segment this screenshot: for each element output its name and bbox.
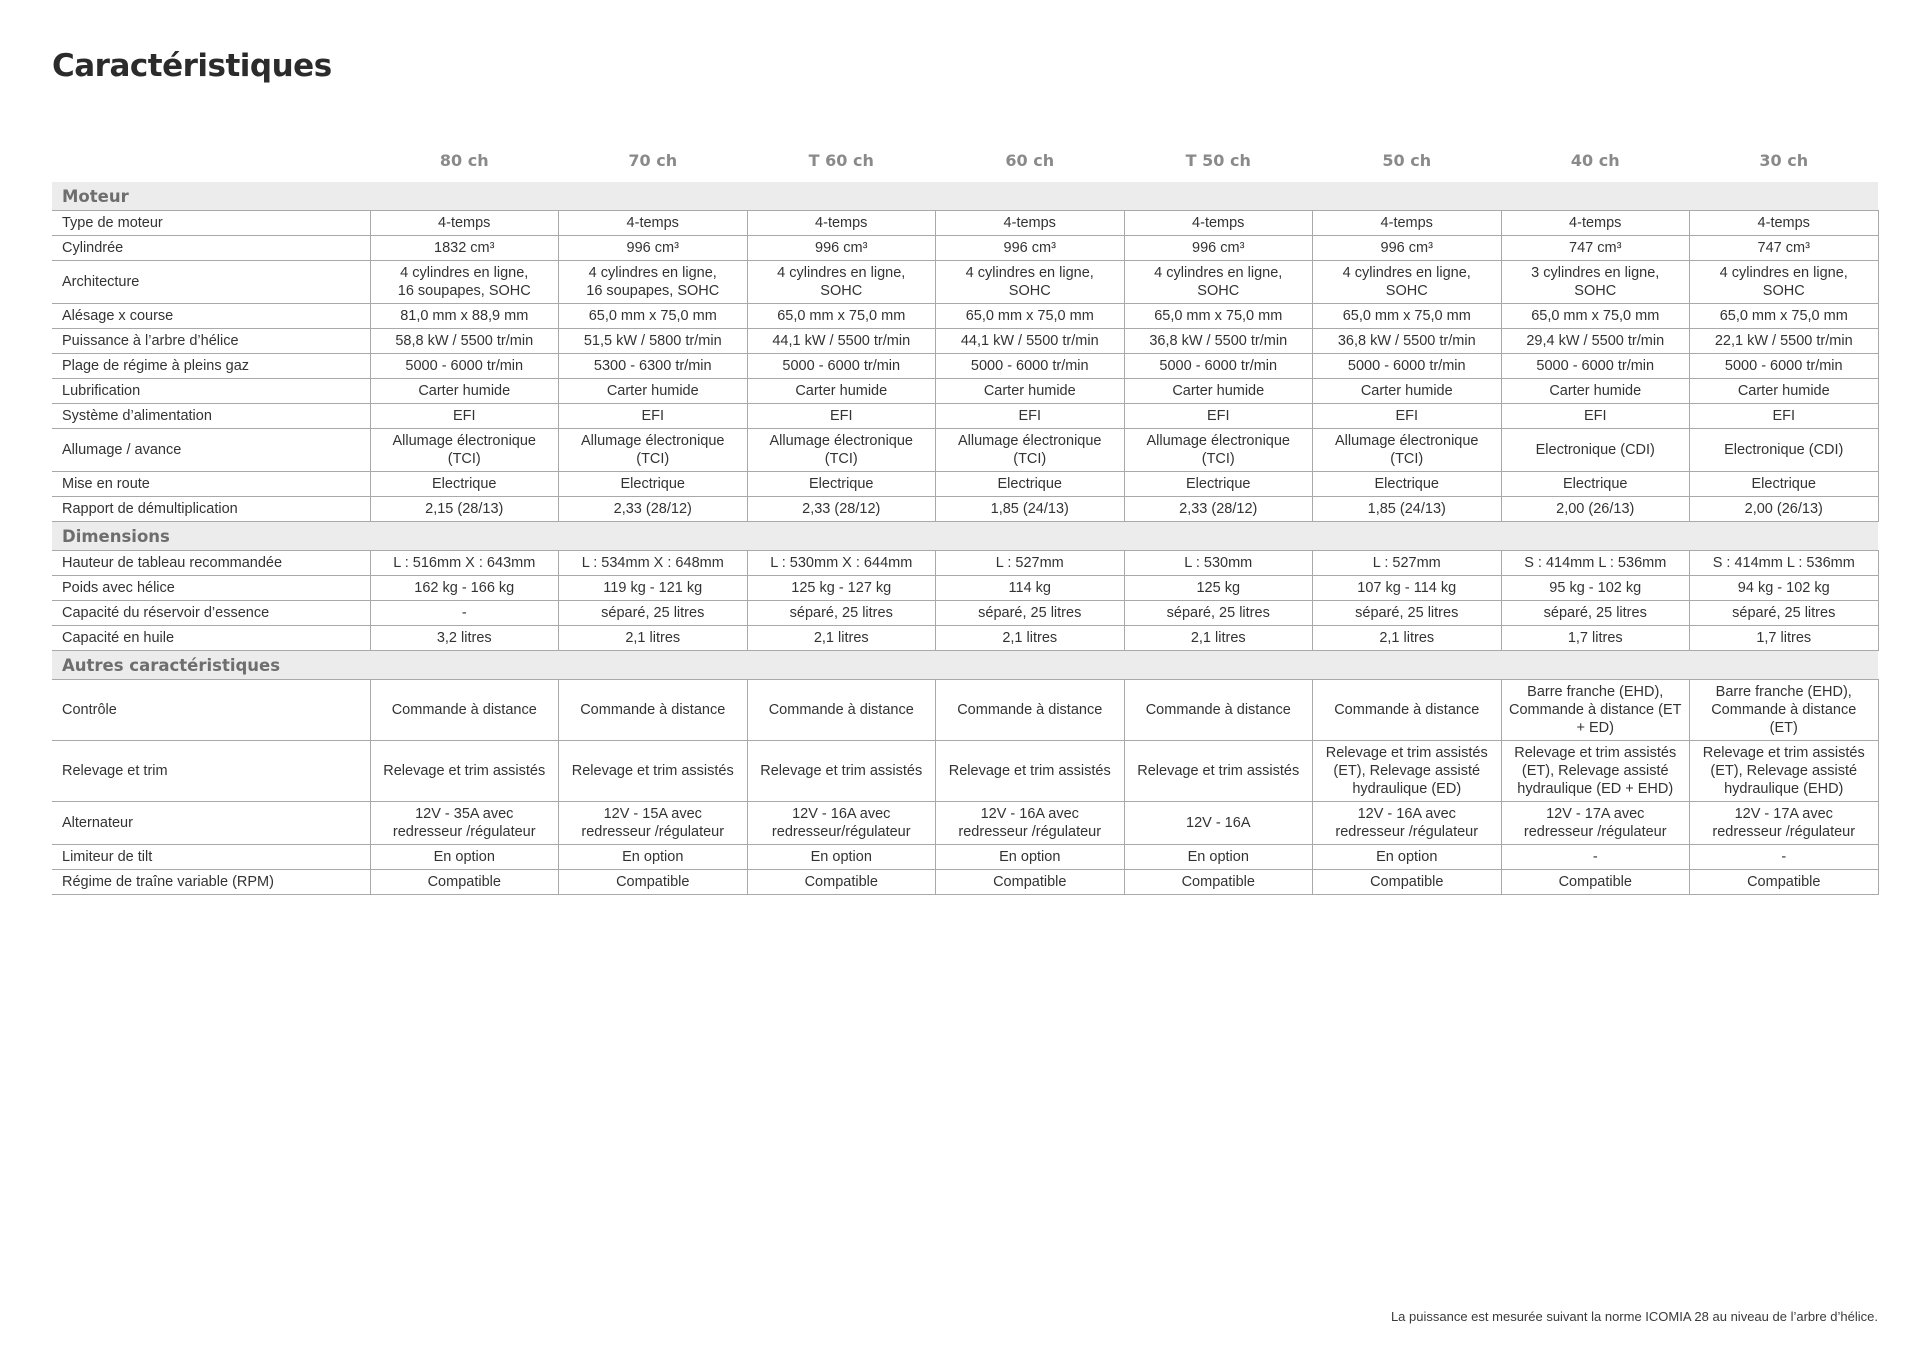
table-cell: Electrique: [559, 472, 748, 497]
table-cell: EFI: [1501, 404, 1690, 429]
table-cell: Relevage et trim assistés (ET), Relevage assisté hydraulique (ED + EHD): [1501, 741, 1690, 802]
table-cell: 5000 - 6000 tr/min: [1313, 354, 1502, 379]
row-label: Architecture: [52, 261, 370, 304]
table-cell: Commande à distance: [1124, 680, 1313, 741]
table-cell: Commande à distance: [936, 680, 1125, 741]
table-cell: séparé, 25 litres: [1313, 601, 1502, 626]
table-cell: Compatible: [1124, 870, 1313, 895]
table-cell: Compatible: [1501, 870, 1690, 895]
table-cell: Carter humide: [747, 379, 936, 404]
table-cell: 65,0 mm x 75,0 mm: [559, 304, 748, 329]
table-cell: 747 cm³: [1690, 236, 1879, 261]
row-label: Cylindrée: [52, 236, 370, 261]
row-label: Limiteur de tilt: [52, 845, 370, 870]
table-cell: En option: [559, 845, 748, 870]
table-cell: 1,7 litres: [1690, 626, 1879, 651]
row-label: Mise en route: [52, 472, 370, 497]
table-cell: Allumage électronique (TCI): [1124, 429, 1313, 472]
table-cell: Electronique (CDI): [1690, 429, 1879, 472]
table-cell: séparé, 25 litres: [1690, 601, 1879, 626]
table-cell: Electrique: [1124, 472, 1313, 497]
table-cell: 5000 - 6000 tr/min: [747, 354, 936, 379]
section-header: [52, 182, 1878, 211]
table-cell: 65,0 mm x 75,0 mm: [1501, 304, 1690, 329]
table-cell: Carter humide: [1690, 379, 1879, 404]
table-cell: Commande à distance: [747, 680, 936, 741]
table-cell: 114 kg: [936, 576, 1125, 601]
table-cell: Electrique: [1501, 472, 1690, 497]
table-cell: Carter humide: [559, 379, 748, 404]
table-cell: Electrique: [747, 472, 936, 497]
row-label: Poids avec hélice: [52, 576, 370, 601]
table-cell: séparé, 25 litres: [747, 601, 936, 626]
table-cell: Compatible: [1690, 870, 1879, 895]
table-cell: En option: [936, 845, 1125, 870]
table-cell: 1,85 (24/13): [1313, 497, 1502, 522]
table-cell: 2,00 (26/13): [1690, 497, 1879, 522]
table-cell: 65,0 mm x 75,0 mm: [936, 304, 1125, 329]
table-cell: Carter humide: [1313, 379, 1502, 404]
table-cell: Electrique: [370, 472, 559, 497]
table-cell: En option: [1124, 845, 1313, 870]
table-cell: 12V - 17A avec redresseur /régulateur: [1501, 802, 1690, 845]
row-label: Alternateur: [52, 802, 370, 845]
table-row: [52, 551, 1878, 576]
table-cell: 4-temps: [936, 211, 1125, 236]
row-label: Relevage et trim: [52, 741, 370, 802]
table-cell: -: [370, 601, 559, 626]
table-cell: Carter humide: [1501, 379, 1690, 404]
table-cell: -: [1690, 845, 1879, 870]
table-row: [52, 261, 1878, 304]
table-cell: 22,1 kW / 5500 tr/min: [1690, 329, 1879, 354]
table-cell: séparé, 25 litres: [1124, 601, 1313, 626]
row-label: Puissance à l’arbre d’hélice: [52, 329, 370, 354]
table-cell: L : 530mm: [1124, 551, 1313, 576]
table-cell: Compatible: [559, 870, 748, 895]
table-cell: 3,2 litres: [370, 626, 559, 651]
table-cell: EFI: [1690, 404, 1879, 429]
section-title: Dimensions: [52, 522, 1878, 551]
table-cell: 162 kg - 166 kg: [370, 576, 559, 601]
table-cell: 4-temps: [747, 211, 936, 236]
table-cell: Carter humide: [1124, 379, 1313, 404]
table-cell: En option: [370, 845, 559, 870]
table-cell: 58,8 kW / 5500 tr/min: [370, 329, 559, 354]
row-label: Lubrification: [52, 379, 370, 404]
table-cell: 5300 - 6300 tr/min: [559, 354, 748, 379]
table-cell: Electrique: [936, 472, 1125, 497]
table-cell: 3 cylindres en ligne, SOHC: [1501, 261, 1690, 304]
table-cell: EFI: [370, 404, 559, 429]
table-cell: Relevage et trim assistés: [1124, 741, 1313, 802]
table-cell: 51,5 kW / 5800 tr/min: [559, 329, 748, 354]
table-cell: Barre franche (EHD), Commande à distance (ET + ED): [1501, 680, 1690, 741]
table-cell: Allumage électronique (TCI): [936, 429, 1125, 472]
table-cell: EFI: [559, 404, 748, 429]
table-row: [52, 845, 1878, 870]
table-cell: 65,0 mm x 75,0 mm: [1690, 304, 1879, 329]
table-cell: 4-temps: [559, 211, 748, 236]
table-cell: Electronique (CDI): [1501, 429, 1690, 472]
table-row: [52, 354, 1878, 379]
section-header: [52, 651, 1878, 680]
section-header: [52, 522, 1878, 551]
table-cell: 95 kg - 102 kg: [1501, 576, 1690, 601]
table-cell: 996 cm³: [1313, 236, 1502, 261]
table-row: [52, 626, 1878, 651]
row-label: Rapport de démultiplication: [52, 497, 370, 522]
table-cell: 94 kg - 102 kg: [1690, 576, 1879, 601]
table-cell: 65,0 mm x 75,0 mm: [1124, 304, 1313, 329]
table-cell: 2,33 (28/12): [1124, 497, 1313, 522]
table-row: [52, 802, 1878, 845]
table-row: [52, 211, 1878, 236]
model-header: 70 ch: [628, 151, 678, 170]
table-cell: 2,33 (28/12): [559, 497, 748, 522]
model-header: T 60 ch: [808, 151, 874, 170]
table-row: [52, 680, 1878, 741]
table-cell: 5000 - 6000 tr/min: [1124, 354, 1313, 379]
table-cell: 12V - 15A avec redresseur /régulateur: [559, 802, 748, 845]
table-cell: EFI: [747, 404, 936, 429]
table-cell: EFI: [1124, 404, 1313, 429]
table-cell: 4-temps: [1501, 211, 1690, 236]
table-cell: 1,85 (24/13): [936, 497, 1125, 522]
table-cell: Relevage et trim assistés: [747, 741, 936, 802]
table-cell: 65,0 mm x 75,0 mm: [1313, 304, 1502, 329]
table-cell: 2,1 litres: [1124, 626, 1313, 651]
table-row: [52, 304, 1878, 329]
table-cell: 1,7 litres: [1501, 626, 1690, 651]
specifications-table: [52, 140, 1879, 895]
row-label: Capacité du réservoir d’essence: [52, 601, 370, 626]
table-cell: Relevage et trim assistés: [559, 741, 748, 802]
table-cell: Relevage et trim assistés: [936, 741, 1125, 802]
model-header: 40 ch: [1570, 151, 1620, 170]
table-cell: 2,00 (26/13): [1501, 497, 1690, 522]
table-cell: 125 kg: [1124, 576, 1313, 601]
row-label: Hauteur de tableau recommandée: [52, 551, 370, 576]
table-row: [52, 741, 1878, 802]
table-cell: Commande à distance: [370, 680, 559, 741]
table-cell: Relevage et trim assistés: [370, 741, 559, 802]
table-cell: 2,15 (28/13): [370, 497, 559, 522]
table-cell: -: [1501, 845, 1690, 870]
table-cell: S : 414mm L : 536mm: [1690, 551, 1879, 576]
model-header: 60 ch: [1005, 151, 1055, 170]
table-cell: Allumage électronique (TCI): [1313, 429, 1502, 472]
table-cell: 125 kg - 127 kg: [747, 576, 936, 601]
table-cell: 2,1 litres: [559, 626, 748, 651]
table-cell: 2,33 (28/12): [747, 497, 936, 522]
table-row: [52, 497, 1878, 522]
table-cell: séparé, 25 litres: [1501, 601, 1690, 626]
table-cell: 4 cylindres en ligne, 16 soupapes, SOHC: [370, 261, 559, 304]
table-cell: 996 cm³: [936, 236, 1125, 261]
table-cell: 5000 - 6000 tr/min: [370, 354, 559, 379]
table-cell: 4 cylindres en ligne, SOHC: [1124, 261, 1313, 304]
table-row: [52, 404, 1878, 429]
row-label: Contrôle: [52, 680, 370, 741]
table-cell: Compatible: [936, 870, 1125, 895]
table-cell: Carter humide: [370, 379, 559, 404]
table-cell: Carter humide: [936, 379, 1125, 404]
table-cell: Allumage électronique (TCI): [370, 429, 559, 472]
table-cell: 12V - 16A avec redresseur /régulateur: [936, 802, 1125, 845]
table-cell: 5000 - 6000 tr/min: [1690, 354, 1879, 379]
page-title: Caractéristiques: [52, 48, 332, 84]
table-cell: 36,8 kW / 5500 tr/min: [1313, 329, 1502, 354]
row-label: Système d’alimentation: [52, 404, 370, 429]
table-row: [52, 329, 1878, 354]
model-header: T 50 ch: [1185, 151, 1251, 170]
table-cell: 44,1 kW / 5500 tr/min: [936, 329, 1125, 354]
table-row: [52, 429, 1878, 472]
table-cell: 12V - 17A avec redresseur /régulateur: [1690, 802, 1879, 845]
table-cell: EFI: [936, 404, 1125, 429]
table-cell: séparé, 25 litres: [936, 601, 1125, 626]
table-cell: 4 cylindres en ligne, SOHC: [1313, 261, 1502, 304]
table-cell: 4-temps: [1690, 211, 1879, 236]
section-title: Moteur: [52, 182, 1878, 211]
table-cell: 12V - 16A: [1124, 802, 1313, 845]
table-cell: Commande à distance: [559, 680, 748, 741]
table-cell: 107 kg - 114 kg: [1313, 576, 1502, 601]
table-cell: 2,1 litres: [747, 626, 936, 651]
table-cell: 4 cylindres en ligne, SOHC: [1690, 261, 1879, 304]
table-cell: Allumage électronique (TCI): [747, 429, 936, 472]
table-cell: 4 cylindres en ligne, SOHC: [747, 261, 936, 304]
table-cell: Barre franche (EHD), Commande à distance (ET): [1690, 680, 1879, 741]
table-row: [52, 379, 1878, 404]
section-title: Autres caractéristiques: [52, 651, 1878, 680]
table-cell: 4 cylindres en ligne, SOHC: [936, 261, 1125, 304]
table-cell: Relevage et trim assistés (ET), Relevage assisté hydraulique (EHD): [1690, 741, 1879, 802]
table-cell: 1832 cm³: [370, 236, 559, 261]
table-cell: Relevage et trim assistés (ET), Relevage assisté hydraulique (ED): [1313, 741, 1502, 802]
table-cell: Compatible: [1313, 870, 1502, 895]
table-cell: S : 414mm L : 536mm: [1501, 551, 1690, 576]
header-corner: [52, 140, 370, 182]
table-cell: 4-temps: [1313, 211, 1502, 236]
table-row: [52, 601, 1878, 626]
table-cell: 81,0 mm x 88,9 mm: [370, 304, 559, 329]
table-cell: 996 cm³: [559, 236, 748, 261]
row-label: Régime de traîne variable (RPM): [52, 870, 370, 895]
row-label: Allumage / avance: [52, 429, 370, 472]
footnote: La puissance est mesurée suivant la norme ICOMIA 28 au niveau de l’arbre d’hélice.: [1390, 1309, 1878, 1324]
row-label: Type de moteur: [52, 211, 370, 236]
table-cell: 12V - 16A avec redresseur/régulateur: [747, 802, 936, 845]
table-cell: L : 527mm: [936, 551, 1125, 576]
table-row: [52, 472, 1878, 497]
table-cell: L : 527mm: [1313, 551, 1502, 576]
table-row: [52, 236, 1878, 261]
model-header: 80 ch: [439, 151, 489, 170]
table-cell: 747 cm³: [1501, 236, 1690, 261]
row-label: Plage de régime à pleins gaz: [52, 354, 370, 379]
table-cell: 2,1 litres: [936, 626, 1125, 651]
table-cell: 996 cm³: [747, 236, 936, 261]
model-header-row: [52, 140, 1878, 182]
table-cell: En option: [747, 845, 936, 870]
table-cell: L : 530mm X : 644mm: [747, 551, 936, 576]
row-label: Capacité en huile: [52, 626, 370, 651]
table-cell: 996 cm³: [1124, 236, 1313, 261]
table-cell: L : 534mm X : 648mm: [559, 551, 748, 576]
table-cell: Electrique: [1313, 472, 1502, 497]
table-cell: 44,1 kW / 5500 tr/min: [747, 329, 936, 354]
table-cell: 5000 - 6000 tr/min: [936, 354, 1125, 379]
table-cell: EFI: [1313, 404, 1502, 429]
table-cell: 119 kg - 121 kg: [559, 576, 748, 601]
table-cell: 5000 - 6000 tr/min: [1501, 354, 1690, 379]
specifications-body: [52, 182, 1878, 895]
table-cell: En option: [1313, 845, 1502, 870]
table-cell: Allumage électronique (TCI): [559, 429, 748, 472]
table-cell: 12V - 35A avec redresseur /régulateur: [370, 802, 559, 845]
model-header: 50 ch: [1382, 151, 1432, 170]
table-cell: Commande à distance: [1313, 680, 1502, 741]
table-cell: L : 516mm X : 643mm: [370, 551, 559, 576]
table-cell: 36,8 kW / 5500 tr/min: [1124, 329, 1313, 354]
table-row: [52, 576, 1878, 601]
table-cell: 29,4 kW / 5500 tr/min: [1501, 329, 1690, 354]
table-cell: séparé, 25 litres: [559, 601, 748, 626]
table-cell: 4-temps: [1124, 211, 1313, 236]
table-cell: 65,0 mm x 75,0 mm: [747, 304, 936, 329]
table-row: [52, 870, 1878, 895]
table-cell: 2,1 litres: [1313, 626, 1502, 651]
table-cell: 12V - 16A avec redresseur /régulateur: [1313, 802, 1502, 845]
table-cell: Compatible: [370, 870, 559, 895]
table-cell: 4 cylindres en ligne, 16 soupapes, SOHC: [559, 261, 748, 304]
table-cell: Electrique: [1690, 472, 1879, 497]
model-header: 30 ch: [1759, 151, 1809, 170]
table-cell: Compatible: [747, 870, 936, 895]
row-label: Alésage x course: [52, 304, 370, 329]
table-cell: 4-temps: [370, 211, 559, 236]
